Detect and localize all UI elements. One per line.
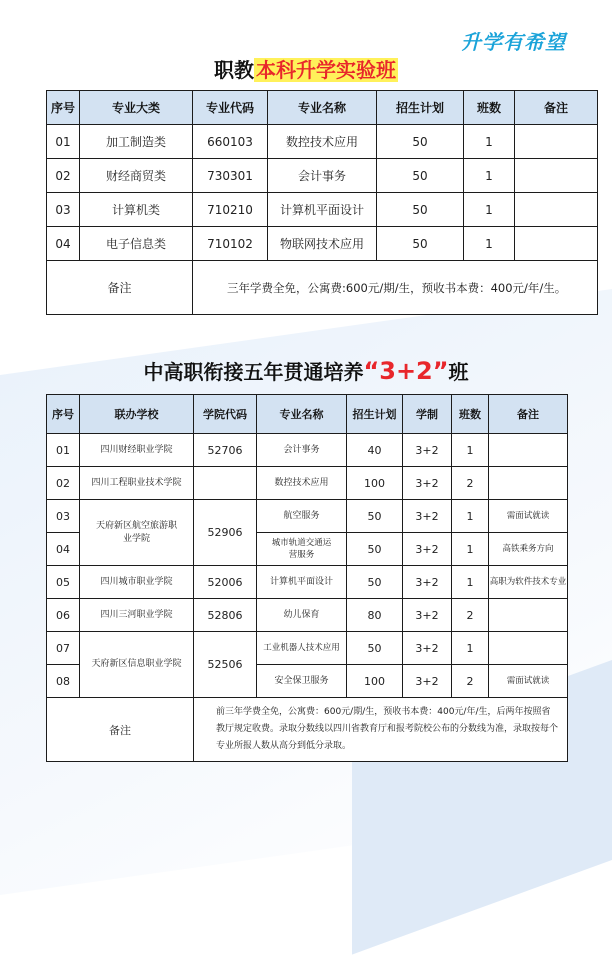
row-no: 03 [47, 500, 80, 533]
header-cell: 序号 [47, 395, 80, 434]
row-major: 工业机器人技术应用 [257, 632, 347, 665]
header-cell: 专业代码 [193, 91, 268, 125]
row-no: 06 [47, 599, 80, 632]
row-code: 52506 [194, 632, 257, 698]
row-note [515, 193, 598, 227]
row-system: 3+2 [403, 533, 452, 566]
section1-title-prefix: 职教 [214, 58, 254, 82]
row-no: 04 [47, 533, 80, 566]
row-major: 计算机平面设计 [268, 193, 377, 227]
row-classes: 1 [452, 434, 489, 467]
header-cell: 班数 [452, 395, 489, 434]
table-row [47, 599, 568, 632]
row-classes: 1 [452, 566, 489, 599]
row-plan: 50 [347, 500, 403, 533]
row-classes: 2 [452, 599, 489, 632]
row-classes: 2 [452, 467, 489, 500]
row-plan: 50 [347, 566, 403, 599]
row-major: 物联网技术应用 [268, 227, 377, 261]
row-classes: 1 [464, 193, 515, 227]
note-label: 备注 [47, 698, 194, 762]
section2-table [46, 394, 568, 762]
row-major: 数控技术应用 [257, 467, 347, 500]
header-cell: 专业名称 [268, 91, 377, 125]
row-no: 01 [47, 434, 80, 467]
table-row [47, 566, 568, 599]
row-note [515, 125, 598, 159]
row-note: 高铁乘务方向 [489, 533, 568, 566]
row-no: 02 [47, 467, 80, 500]
section2-title [0, 356, 612, 385]
table-row [47, 227, 598, 261]
row-code: 52906 [194, 500, 257, 566]
header-cell: 专业大类 [80, 91, 193, 125]
row-system: 3+2 [403, 500, 452, 533]
row-school: 四川三河职业学院 [80, 599, 194, 632]
table-row [47, 193, 598, 227]
table-row [47, 434, 568, 467]
section2-title-suffix: 班 [448, 360, 469, 384]
row-code: 660103 [193, 125, 268, 159]
note-label: 备注 [47, 261, 193, 315]
row-note [489, 467, 568, 500]
row-code: 52806 [194, 599, 257, 632]
row-major: 计算机平面设计 [257, 566, 347, 599]
row-note [515, 227, 598, 261]
row-system: 3+2 [403, 665, 452, 698]
slogan: 升学有希望 [461, 30, 566, 54]
row-note [515, 159, 598, 193]
row-classes: 1 [464, 125, 515, 159]
row-category: 计算机类 [80, 193, 193, 227]
header-cell: 班数 [464, 91, 515, 125]
header-cell: 招生计划 [347, 395, 403, 434]
row-major: 会计事务 [257, 434, 347, 467]
row-school: 四川城市职业学院 [80, 566, 194, 599]
row-note: 需面试就读 [489, 665, 568, 698]
row-code: 730301 [193, 159, 268, 193]
section1-title [0, 54, 612, 83]
header-cell: 学院代码 [194, 395, 257, 434]
section1-title-highlight: 本科升学实验班 [256, 58, 396, 82]
row-major: 航空服务 [257, 500, 347, 533]
row-system: 3+2 [403, 566, 452, 599]
row-no: 07 [47, 632, 80, 665]
row-plan: 50 [377, 125, 464, 159]
row-note: 需面试就读 [489, 500, 568, 533]
row-category: 加工制造类 [80, 125, 193, 159]
table-row [47, 125, 598, 159]
note-row [47, 261, 598, 315]
table-row [47, 159, 598, 193]
row-plan: 50 [377, 227, 464, 261]
table-row [47, 500, 568, 533]
row-no: 01 [47, 125, 80, 159]
section2-title-highlight: “3+2” [363, 357, 449, 385]
row-plan: 50 [377, 193, 464, 227]
row-no: 04 [47, 227, 80, 261]
row-no: 08 [47, 665, 80, 698]
row-code: 52706 [194, 434, 257, 467]
row-plan: 100 [347, 467, 403, 500]
row-classes: 1 [464, 159, 515, 193]
table-row [47, 632, 568, 665]
row-plan: 50 [347, 533, 403, 566]
header-cell: 专业名称 [257, 395, 347, 434]
row-classes: 1 [452, 500, 489, 533]
row-no: 02 [47, 159, 80, 193]
header-cell: 学制 [403, 395, 452, 434]
row-major: 数控技术应用 [268, 125, 377, 159]
row-classes: 2 [452, 665, 489, 698]
note-text: 三年学费全免，公寓费:600元/期/生，预收书本费：400元/年/生。 [193, 261, 598, 315]
row-no: 03 [47, 193, 80, 227]
row-category: 财经商贸类 [80, 159, 193, 193]
row-school: 四川工程职业技术学院 [80, 467, 194, 500]
row-plan: 40 [347, 434, 403, 467]
row-school: 天府新区信息职业学院 [80, 632, 194, 698]
row-plan: 50 [347, 632, 403, 665]
row-code: 52006 [194, 566, 257, 599]
row-plan: 50 [377, 159, 464, 193]
row-note: 高职为软件技术专业 [489, 566, 568, 599]
row-note [489, 632, 568, 665]
section1-table [46, 90, 598, 315]
row-classes: 1 [452, 533, 489, 566]
row-plan: 100 [347, 665, 403, 698]
row-system: 3+2 [403, 467, 452, 500]
row-classes: 1 [452, 632, 489, 665]
row-note [489, 599, 568, 632]
row-code: 710210 [193, 193, 268, 227]
header-cell: 备注 [489, 395, 568, 434]
row-note [489, 434, 568, 467]
row-plan: 80 [347, 599, 403, 632]
row-category: 电子信息类 [80, 227, 193, 261]
section2-title-prefix: 中高职衔接五年贯通培养 [143, 360, 364, 384]
row-no: 05 [47, 566, 80, 599]
header-cell: 备注 [515, 91, 598, 125]
note-text: 前三年学费全免，公寓费：600元/期/生，预收书本费：400元/年/生，后两年按照省教厅规定收费。录取分数线以四川省教育厅和报考院校公布的分数线为准，录取按每个专业所报人数从高分到低分录取。 [194, 698, 568, 762]
row-major: 安全保卫服务 [257, 665, 347, 698]
row-school: 四川财经职业学院 [80, 434, 194, 467]
row-major: 幼儿保育 [257, 599, 347, 632]
table-row [47, 467, 568, 500]
row-code: 710102 [193, 227, 268, 261]
row-classes: 1 [464, 227, 515, 261]
row-system: 3+2 [403, 434, 452, 467]
row-system: 3+2 [403, 599, 452, 632]
row-system: 3+2 [403, 632, 452, 665]
header-cell: 联办学校 [80, 395, 194, 434]
header-cell: 招生计划 [377, 91, 464, 125]
note-row [47, 698, 568, 762]
header-cell: 序号 [47, 91, 80, 125]
row-code [194, 467, 257, 500]
row-major: 会计事务 [268, 159, 377, 193]
row-major: 城市轨道交通运营服务 [257, 533, 347, 566]
row-school: 天府新区航空旅游职业学院 [80, 500, 194, 566]
